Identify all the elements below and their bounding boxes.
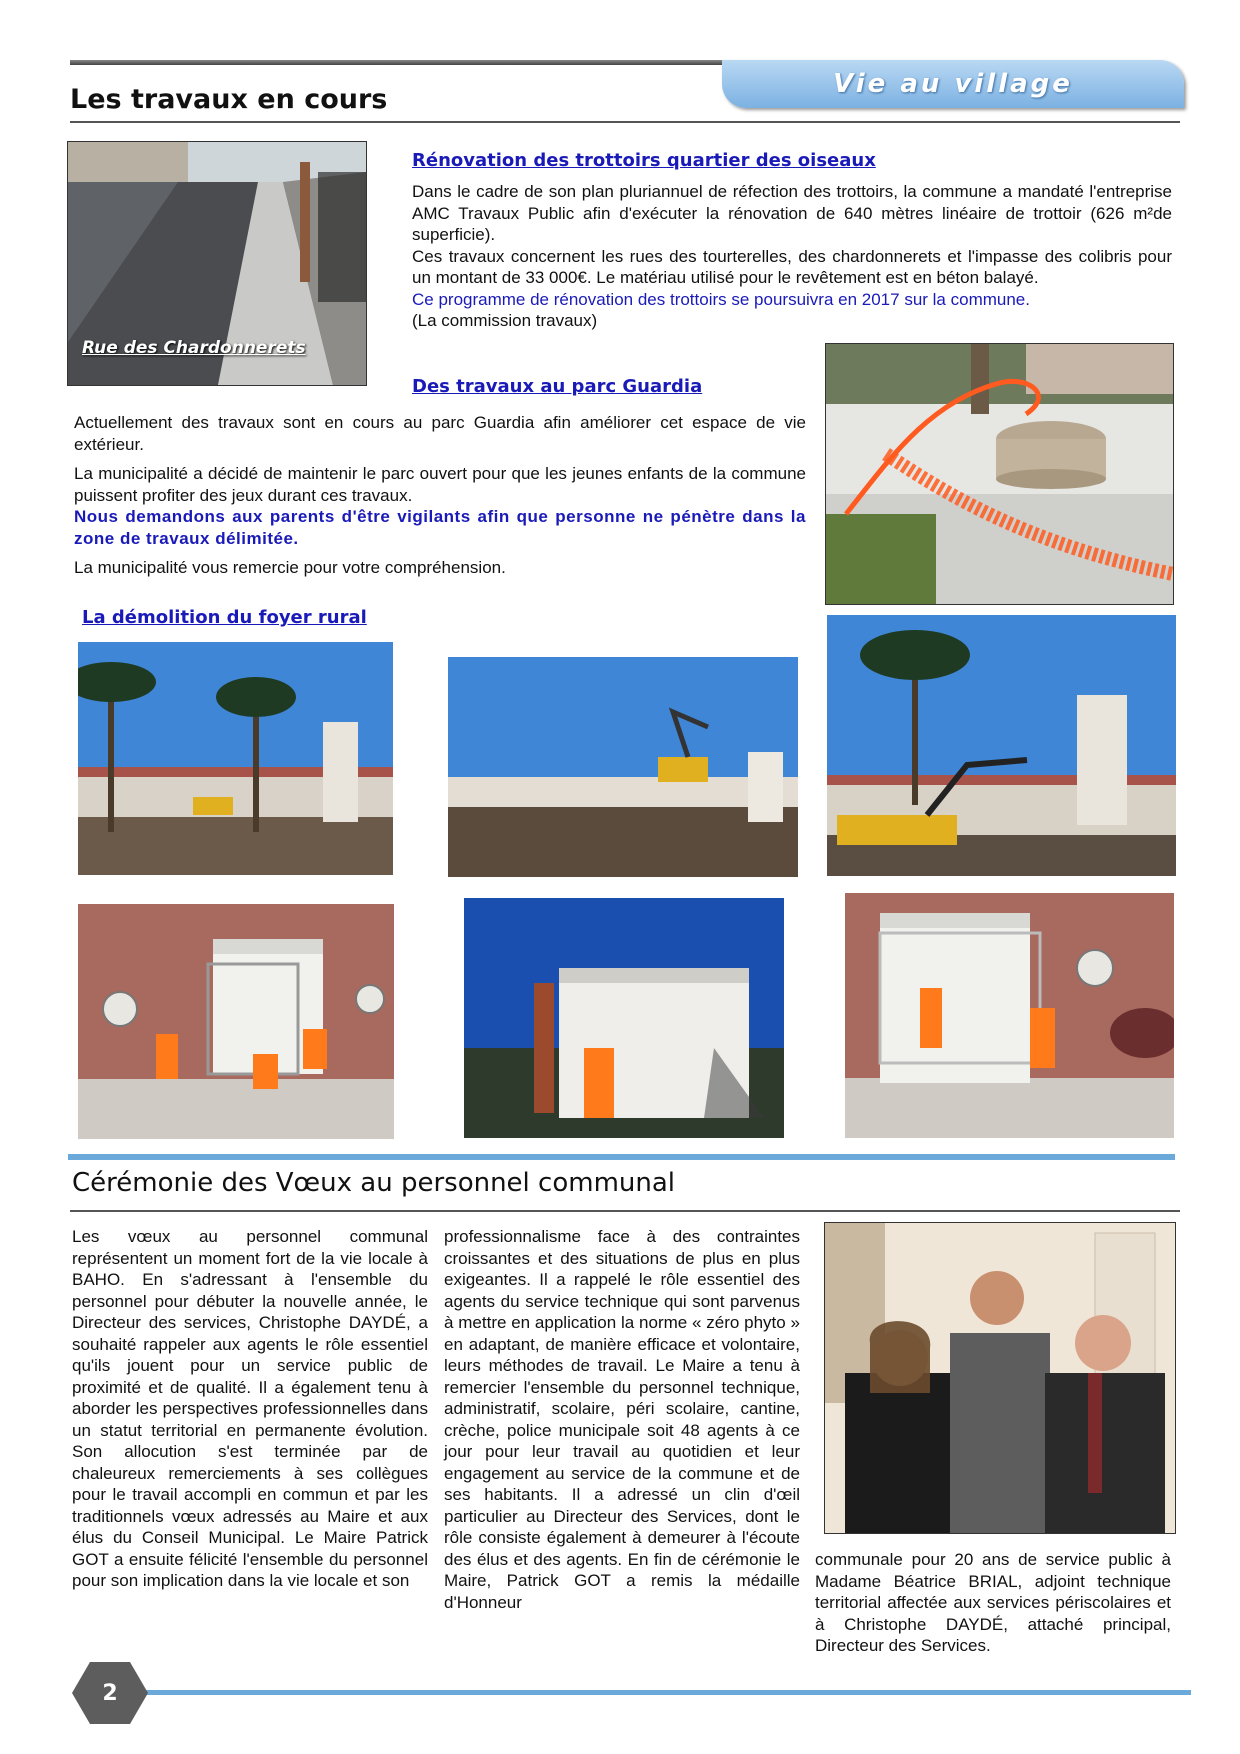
photo-creche-2	[464, 898, 784, 1138]
guardia-p1: Actuellement des travaux sont en cours au parc Guardia afin améliorer cet espace de vie extérieur.	[74, 413, 806, 454]
trottoirs-p3: Ce programme de rénovation des trottoirs se poursuivra en 2017 sur la commune.	[412, 289, 1030, 309]
photo-foyer-3	[827, 615, 1176, 876]
photo-foyer-1	[78, 642, 393, 875]
guardia-p3: Nous demandons aux parents d'être vigilants afin que personne ne pénètre dans la zone de travaux délimitée.	[74, 507, 806, 548]
photo-ceremonie	[824, 1222, 1176, 1534]
trottoirs-signature: (La commission travaux)	[412, 311, 598, 330]
photo-creche-3	[845, 893, 1174, 1138]
voeux-column-1	[72, 1226, 428, 1592]
footer-rule	[145, 1690, 1191, 1695]
heading-foyer: La démolition du foyer rural	[82, 607, 367, 628]
page-number-badge	[72, 1662, 148, 1724]
header-top-line	[70, 60, 750, 65]
trottoirs-p1: Dans le cadre de son plan pluriannuel de réfection des trottoirs, la commune a mandaté l'entreprise AMC Travaux Public afin d'exécuter la rénovation de 640 mètres linéaire de trottoir (626 m²de superficie).	[412, 182, 1172, 244]
voeux-column-3	[815, 1549, 1171, 1657]
voeux-title: Cérémonie des Vœux au personnel communal	[72, 1168, 676, 1198]
voeux-col1-text: Les vœux au personnel communal représentent un moment fort de la vie locale à BAHO. En s'adressant à l'ensemble du personnel pour débuter la nouvelle année, le Directeur des services, Christophe DAYDÉ, a souhaité rappeler aux agents le rôle essentiel qu'ils jouent pour un service public de proximité et de qualité. Il a également tenu à aborder les perspectives professionnelles dans un statut territorial en permanente évolution. Son allocution s'est terminée par de chaleureux remerciements à ses collègues pour le travail accompli en commun et par les traditionnels vœux adressés au Maire et aux élus du Conseil Municipal. Le Maire Patrick GOT a ensuite félicité l'ensemble du personnel pour son implication dans la vie locale et son	[72, 1227, 428, 1590]
article-trottoirs	[412, 181, 1172, 332]
photo-parc-guardia	[825, 343, 1174, 605]
page-title: Les travaux en cours	[70, 84, 388, 115]
trottoirs-p2: Ces travaux concernent les rues des tourterelles, des chardonnerets et l'impasse des colibris pour un montant de 33 000€. Le matériau utilisé pour le revêtement est en béton balayé.	[412, 246, 1172, 287]
page-number: 2	[102, 1680, 118, 1706]
section-banner	[722, 60, 1184, 108]
article-guardia	[74, 412, 806, 579]
guardia-p4: La municipalité vous remercie pour votre compréhension.	[74, 558, 506, 577]
title-rule	[70, 121, 1180, 123]
photo-foyer-2	[448, 657, 798, 877]
photo-creche-1	[78, 904, 394, 1139]
section-separator	[68, 1154, 1175, 1160]
guardia-p2: La municipalité a décidé de maintenir le parc ouvert pour que les jeunes enfants de la commune puissent profiter des jeux durant ces travaux.	[74, 464, 806, 505]
section-label: Vie au village	[833, 69, 1073, 99]
voeux-column-2	[444, 1226, 800, 1613]
heading-trottoirs: Rénovation des trottoirs quartier des oiseaux	[412, 150, 876, 171]
photo-caption: Rue des Chardonnerets	[82, 338, 306, 358]
heading-guardia: Des travaux au parc Guardia	[412, 376, 703, 397]
voeux-col2-text: professionnalisme face à des contraintes croissantes et des situations de plus en plus exigeantes. Il a rappelé le rôle essentiel des agents du service technique qui sont parvenus à mettre en application la norme « zéro phyto » en adaptant, de manière efficace et volontaire, leurs méthodes de travail. Le Maire a tenu à remercier l'ensemble du personnel technique, administratif, scolaire, péri scolaire, cantine, crèche, police municipale soit 48 agents à ce jour pour leur travail au quotidien et leur engagement au service de la commune et de ses habitants. Il a adressé un clin d'œil particulier au Directeur des Services, dont le rôle consiste également à demeurer à l'écoute des élus et des agents. En fin de cérémonie le Maire, Patrick GOT a remis la médaille d'Honneur	[444, 1227, 800, 1612]
voeux-title-rule	[70, 1210, 1180, 1212]
voeux-col3-text: communale pour 20 ans de service public à Madame Béatrice BRIAL, adjoint technique territorial affectée aux services périscolaires et à Christophe DAYDÉ, attaché principal, Directeur des Services.	[815, 1550, 1171, 1655]
